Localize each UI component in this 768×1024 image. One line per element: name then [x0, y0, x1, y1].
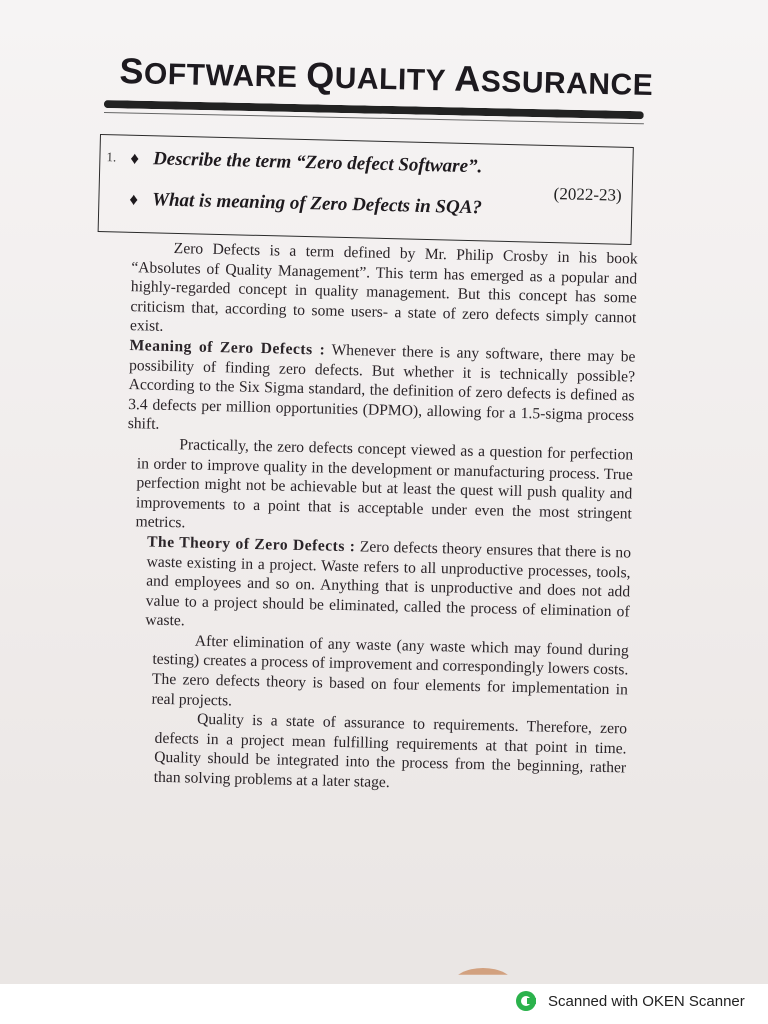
- question-number: 1.: [106, 149, 117, 165]
- paragraph-elimination: After elimination of any waste (any waste which may found during testing) creates a process of improvement and correspondingly lowers costs. The zero defects theory is based on four elements for implementation in real projects.: [151, 632, 629, 710]
- title-rest-2: UALITY: [334, 61, 455, 98]
- answer-body: [116, 238, 638, 798]
- diamond-bullet-icon: ♦: [130, 148, 140, 168]
- paragraph-meaning: [128, 336, 636, 445]
- title-rest-3: SSURANCE: [480, 65, 654, 103]
- subheading-meaning: Meaning of Zero Defects :: [129, 337, 326, 359]
- paragraph-theory: [145, 532, 631, 641]
- paragraph-intro: Zero Defects is a term defined by Mr. Philip Crosby in his book “Absolutes of Quality Management”. This term has emerged as a popular and highly-regarded concept in quality management. But this concept has some criticism that, according to some users- a state of zero defects simply cannot exist.: [129, 240, 638, 336]
- title-cap-2: Q: [305, 54, 336, 96]
- paragraph-meaning-text: Whenever there is any software, there may be possibility of finding zero defects. But whether it is technically possible? According to the Six Sigma standard, the definition of zero defects is defined as 3.4 defects per million opportunities (DPMO), allowing for a 1.5-sigma process shift.: [127, 341, 636, 434]
- subheading-theory: The Theory of Zero Defects :: [146, 533, 356, 556]
- title-cap-3: A: [453, 57, 482, 100]
- question-text-2: What is meaning of Zero Defects in SQA?: [151, 189, 483, 219]
- question-year: (2022-23): [553, 184, 622, 205]
- paragraph-quality: Quality is a state of assurance to requirements. Therefore, zero defects in a project mean fulfilling requirements at that point in time. Quality should be integrated into the process from the beginning, rather than solving problems at a later stage.: [153, 710, 628, 792]
- paragraph-theory-text: Zero defects theory ensures that there is no waste existing in a project. Waste refers to all unproductive processes, tools, and employees and so on. Anything that is unproductive and does not add value to a project should be eliminated, called the process of elimination of waste.: [145, 538, 632, 630]
- question-line-2: [129, 189, 482, 220]
- scanner-watermark: [516, 991, 745, 1011]
- diamond-bullet-icon: ♦: [129, 189, 139, 209]
- question-box: [98, 134, 634, 245]
- oken-logo-icon: [516, 991, 536, 1011]
- scanner-text: Scanned with OKEN Scanner: [548, 992, 745, 1010]
- question-line-1: [130, 148, 482, 179]
- title-rest-1: OFTWARE: [143, 57, 307, 95]
- question-text-1: Describe the term “Zero defect Software”.: [152, 148, 483, 178]
- paragraph-practically: Practically, the zero defects concept viewed as a question for perfection in order to improve quality in the development or manufacturing process. True perfection might not be achievable but at least the quest will push quality and improvements to a point that is acceptable under even the most stringent metrics.: [135, 436, 634, 532]
- title-cap-1: S: [119, 50, 145, 92]
